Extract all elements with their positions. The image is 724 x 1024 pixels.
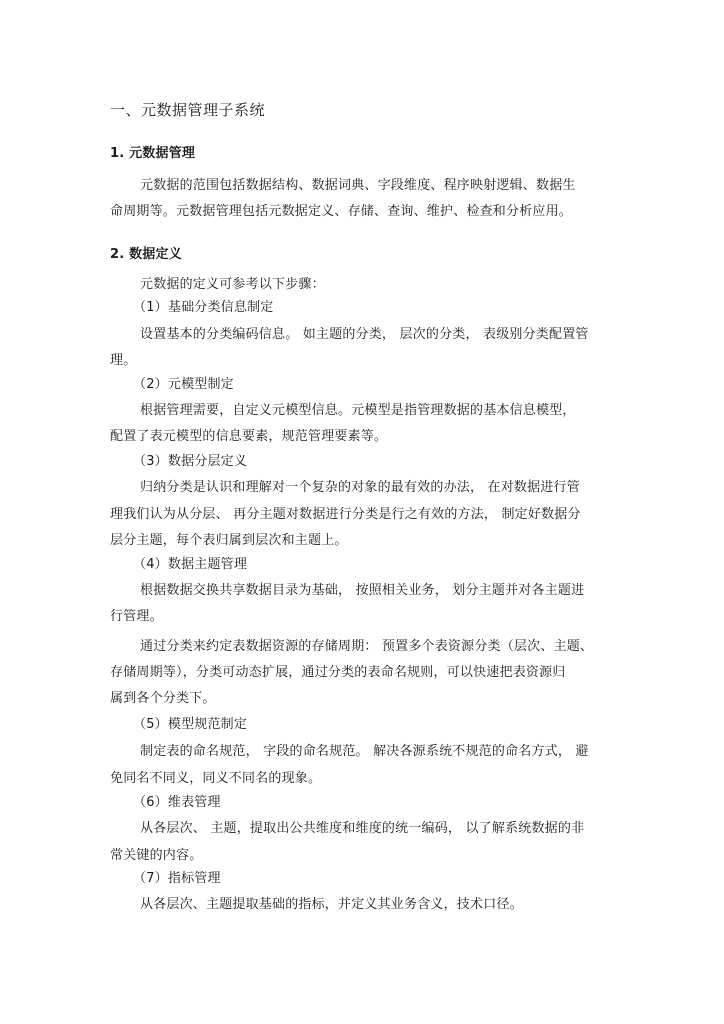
section-title: 一、元数据管理子系统 [110, 101, 266, 119]
paragraph-line: 免同名不同义，同义不同名的现象。 [110, 771, 322, 786]
step-title-7: （7）指标管理 [133, 871, 221, 886]
paragraph-line: 设置基本的分类编码信息。 如主题的分类， 层次的分类， 表级别分类配置管 [140, 327, 589, 342]
paragraph-line: 根据数据交换共享数据目录为基础， 按照相关业务， 划分主题并对各主题进 [140, 583, 585, 598]
paragraph-line: 属到各个分类下。 [110, 691, 216, 706]
step-title-4: （4）数据主题管理 [133, 557, 248, 572]
paragraph-line: 元数据的定义可参考以下步骤： [140, 277, 325, 292]
step-title-1: （1）基础分类信息制定 [133, 300, 274, 315]
paragraph-line: 制定表的命名规范， 字段的命名规范。 解决各源系统不规范的命名方式， 避 [140, 744, 589, 759]
step-title-3: （3）数据分层定义 [133, 454, 248, 469]
paragraph-line: 配置了表元模型的信息要素，规范管理要素等。 [110, 429, 388, 444]
subsection-title-data-definition: 2. 数据定义 [110, 247, 182, 262]
step-title-5: （5）模型规范制定 [133, 717, 248, 732]
paragraph-line: 层分主题，每个表归属到层次和主题上。 [110, 533, 348, 548]
paragraph-line: 命周期等。元数据管理包括元数据定义、存储、查询、维护、检查和分析应用。 [110, 204, 573, 219]
paragraph-line: 元数据的范围包括数据结构、数据词典、字段维度、程序映射逻辑、数据生 [140, 178, 576, 193]
paragraph-line: 归纳分类是认识和理解对一个复杂的对象的最有效的办法， 在对数据进行管 [140, 480, 580, 495]
paragraph-line: 从各层次、 主题，提取出公共维度和维度的统一编码， 以了解系统数据的非 [140, 821, 585, 836]
subsection-title-metadata-management: 1. 元数据管理 [110, 146, 196, 161]
paragraph-line: 根据管理需要，自定义元模型信息。元模型是指管理数据的基本信息模型， [140, 403, 576, 418]
paragraph-line: 通过分类来约定表数据资源的存储周期： 预置多个表资源分类（层次、主题、 [140, 639, 594, 654]
paragraph-line: 存储周期等），分类可动态扩展，通过分类的表命名规则，可以快速把表资源归 [110, 665, 566, 680]
paragraph-line: 理。 [110, 353, 137, 368]
paragraph-line: 行管理。 [110, 609, 163, 624]
step-title-6: （6）维表管理 [133, 795, 221, 810]
paragraph-line: 常关键的内容。 [110, 848, 203, 863]
step-title-2: （2）元模型制定 [133, 377, 234, 392]
paragraph-line: 理我们认为从分层、 再分主题对数据进行分类是行之有效的方法， 制定好数据分 [110, 507, 581, 522]
paragraph-line: 从各层次、主题提取基础的指标，并定义其业务含义，技术口径。 [140, 897, 523, 912]
